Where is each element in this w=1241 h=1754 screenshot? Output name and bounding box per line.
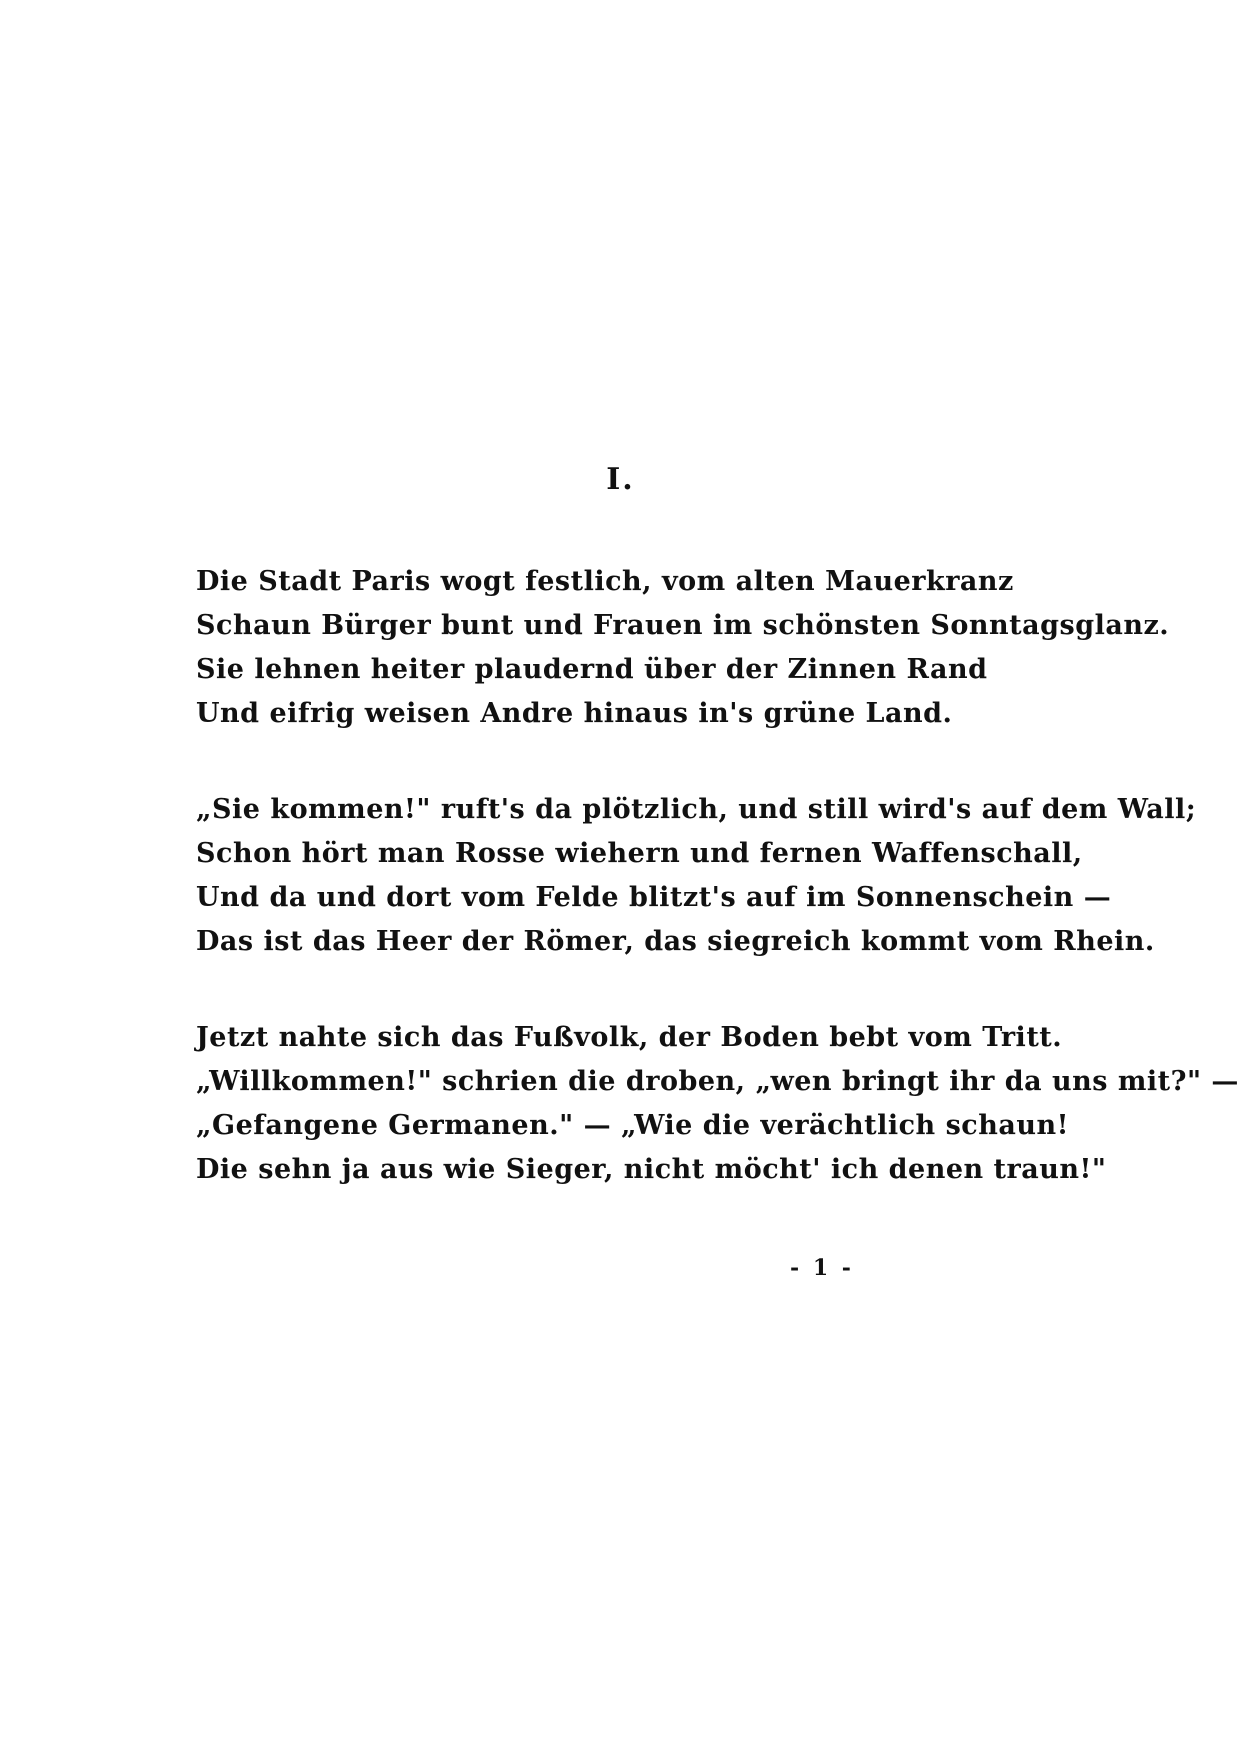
poem-line: Schon hört man Rosse wiehern und fernen Waffenschall,: [196, 838, 1083, 869]
poem-line: Und eifrig weisen Andre hinaus in's grüne Land.: [196, 698, 953, 729]
poem-line: „Sie kommen!" ruft's da plötzlich, und still wird's auf dem Wall;: [196, 794, 1197, 825]
signature-number: 1: [812, 1255, 832, 1281]
poem-line: Schaun Bürger bunt und Frauen im schönsten Sonntagsglanz.: [196, 610, 1170, 641]
poem-line: Die sehn ja aus wie Sieger, nicht möcht' ich denen traun!": [196, 1154, 1107, 1185]
section-heading: I.: [606, 462, 635, 497]
signature-dash-right: -: [841, 1255, 854, 1281]
poem-line: Und da und dort vom Felde blitzt's auf im Sonnenschein —: [196, 882, 1112, 913]
poem-line: Das ist das Heer der Römer, das siegreich kommt vom Rhein.: [196, 926, 1155, 957]
signature-dash-left: -: [790, 1255, 803, 1281]
poem-line: Die Stadt Paris wogt festlich, vom alten Mauerkranz: [196, 566, 1014, 597]
poem-line: „Willkommen!" schrien die droben, „wen bringt ihr da uns mit?" —: [196, 1066, 1239, 1097]
poem-line: „Gefangene Germanen." — „Wie die verächtlich schaun!: [196, 1110, 1069, 1141]
poem-line: Jetzt nahte sich das Fußvolk, der Boden bebt vom Tritt.: [196, 1022, 1063, 1053]
stanza-2: [196, 788, 1197, 964]
signature-mark: [790, 1255, 854, 1281]
poem: [196, 560, 1239, 1244]
stanza-1: [196, 560, 1170, 736]
poem-line: Sie lehnen heiter plaudernd über der Zinnen Rand: [196, 654, 988, 685]
stanza-3: [196, 1016, 1239, 1192]
